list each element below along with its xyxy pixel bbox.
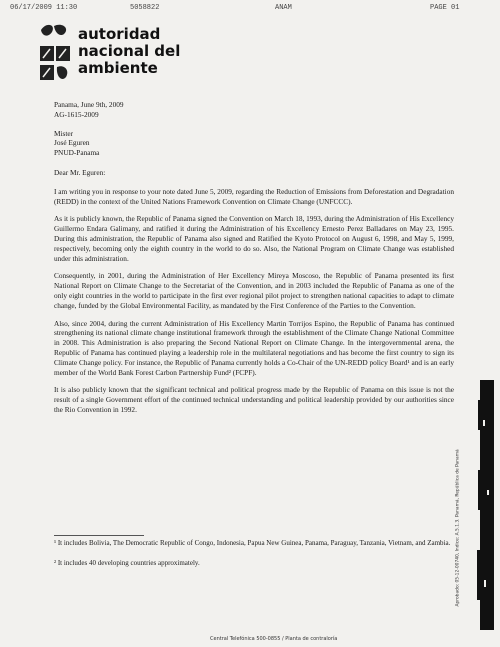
fax-number: 5058822	[130, 4, 160, 12]
paragraph-3: Consequently, in 2001, during the Administration of Her Excellency Mireya Moscoso, the Republic of Panama presented its first National Report on Climate Change to the Secretariat of the Convention, and in 2003 included the Republic of Panama as one of the only eight countries in the world to participate in the first ever regional pilot project to strengthen national capacities to adapt to climate change, funded by the Global Environmental Facility, as mandated by the First Conference of the Parties to the Convention.	[54, 271, 454, 310]
anam-logo	[38, 22, 228, 90]
recipient-name: José Eguren	[54, 138, 90, 148]
footnotes	[54, 539, 454, 578]
recipient-org: PNUD-Panama	[54, 148, 100, 158]
fax-sender: ANAM	[275, 4, 292, 12]
letter-reference: AG-1615-2009	[54, 109, 99, 119]
paragraph-1: I am writing you in response to your note dated June 5, 2009, regarding the Reduction of Emissions from Deforestation and Degradation (REDD) in the context of the United Nations Framework Convention on Climate Change (UNFCCC).	[54, 186, 454, 206]
salutation: Dear Mr. Eguren:	[54, 167, 106, 177]
footnote-divider	[54, 535, 144, 536]
logo-line-3: ambiente	[78, 59, 158, 77]
letter-body	[54, 100, 454, 423]
fax-page: PAGE 01	[430, 4, 460, 12]
recipient-title: Mister	[54, 128, 74, 138]
side-stamp-text: Aprobado: 05-12-00740, Indice: A.5.1.3. Panamá, República de Panamá	[455, 449, 461, 607]
letter-date: Panama, June 9th, 2009	[54, 100, 124, 109]
footnote-1: ¹ It includes Bolivia, The Democratic Republic of Congo, Indonesia, Papua New Guinea, Panama, Paraguay, Tanzania, Vietnam, and Zambia.	[54, 539, 451, 547]
paragraph-2: As it is publicly known, the Republic of Panama signed the Convention on March 18, 1993, during the Administration of His Excellency Guillermo Endara Galimany, and ratified it during the Administration of his Excellency Ernesto Perez Balladares on May 23, 1995. During this administration, the Republic of Panama also signed and Ratified the Kyoto Protocol on August 6, 1998, and May 5, 1999, respectively, becoming only the eighth country in the world to do so. Also, the National Program on Climate Change was established under this administration.	[54, 214, 454, 263]
footnote-2: ² It includes 40 developing countries approximately.	[54, 558, 200, 567]
paragraph-5: It is also publicly known that the significant technical and political progress made by the Republic of Panama on this issue is not the result of a single Government effort of the continued technical understanding and political leadership provided by our authorities since the Rio Convention in 1992.	[54, 385, 454, 414]
paragraph-4: Also, since 2004, during the current Administration of His Excellency Martin Torrijos Espino, the Republic of Panama has continued strengthening its national climate change institutional framework through the establishment of the Climate Change National Committee in 2008. This Administration is also preparing the Second National Report on Climate Change. In the intergovernmental arena, the Republic of Panama has continued playing a leadership role in the multilateral negotiations and has become the first country to sign its Climate Change policy. For instance, the Republic of Panama currently holds a Co-Chair of the UN-REDD policy Board¹ and is an early member of the World Bank Forest Carbon Partnership Fund² (FCPF).	[54, 318, 454, 377]
side-stamp	[452, 430, 464, 610]
logo-line-2: nacional del	[78, 42, 181, 60]
fax-margin-noise	[477, 380, 496, 630]
logo-line-1: autoridad	[78, 25, 161, 43]
fax-datetime: 06/17/2009 11:30	[10, 4, 78, 12]
footer-text: Central Telefónica 500-0855 / Planta de contraloría	[210, 636, 338, 642]
fax-header	[10, 4, 490, 14]
leaf-emblem-icon	[38, 22, 72, 84]
